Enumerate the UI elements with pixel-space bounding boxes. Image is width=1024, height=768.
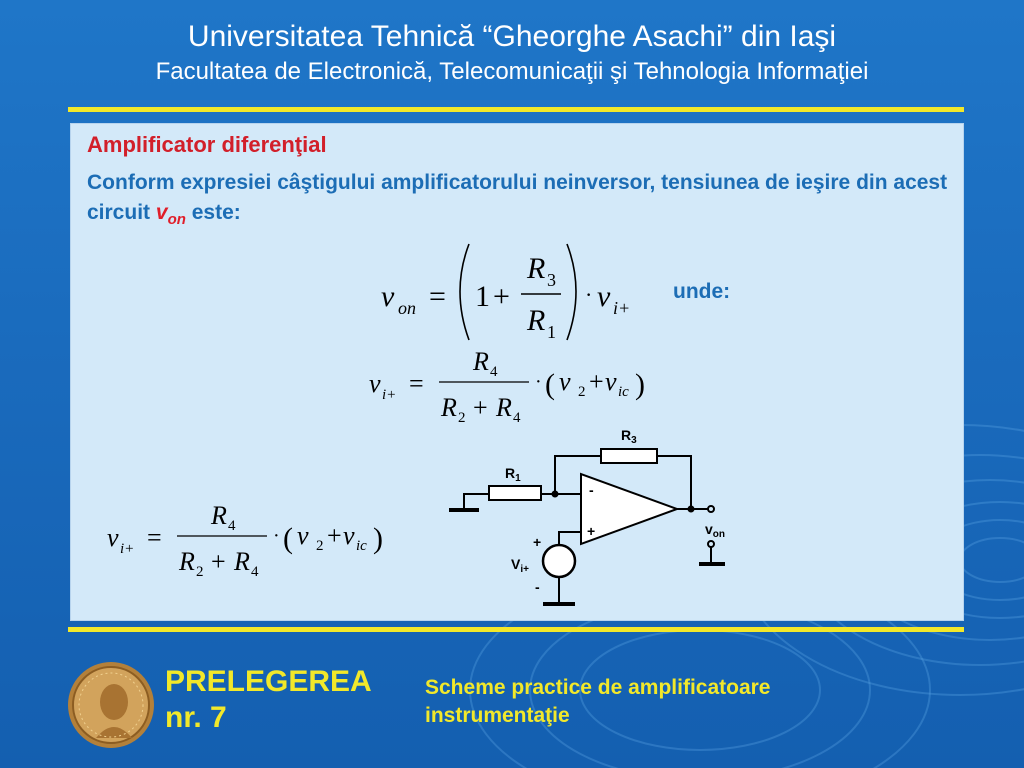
- svg-text:+: +: [211, 547, 226, 576]
- intro-text: Conform expresiei câştigului amplificatorului neinversor, tensiunea de ieşire din acest circuit: [87, 171, 948, 224]
- svg-text:2: 2: [196, 564, 204, 580]
- svg-text:v: v: [369, 369, 381, 398]
- input-voltage-formula-repeat: [99, 498, 409, 582]
- unde-label: unde:: [673, 280, 731, 303]
- f1-den: R: [527, 304, 546, 337]
- f1-one: 1: [475, 280, 490, 313]
- gain-formula: [371, 236, 661, 346]
- svg-text:i+: i+: [382, 387, 397, 403]
- svg-text:2: 2: [458, 410, 466, 426]
- r1-label: $R_1$: [505, 465, 521, 484]
- svg-text:=: =: [147, 523, 162, 552]
- bottom-divider: [68, 627, 964, 632]
- vin-label: $V_{i+}$: [511, 556, 529, 575]
- svg-text:(: (: [545, 368, 555, 401]
- svg-text:ic: ic: [618, 384, 629, 400]
- intro-end: este:: [191, 201, 241, 224]
- vout-label: $v_{on}$: [705, 521, 726, 540]
- differential-amplifier-circuit: [441, 414, 761, 624]
- intro-variable: $v_{on}$: [155, 201, 186, 229]
- opamp-plus: +: [587, 523, 596, 539]
- top-divider: [68, 107, 964, 112]
- svg-text:4: 4: [251, 564, 259, 580]
- f1-plus: +: [493, 280, 510, 313]
- svg-text:v: v: [605, 367, 617, 396]
- source-plus: +: [533, 534, 542, 550]
- content-panel: [70, 123, 964, 621]
- svg-text:4: 4: [513, 410, 521, 426]
- svg-text:·: ·: [535, 371, 542, 393]
- f1-rhs-sub: i+: [613, 298, 631, 318]
- f1-lhs-sub: on: [398, 298, 416, 318]
- f1-dot: ·: [585, 282, 593, 307]
- svg-text:4: 4: [490, 364, 498, 380]
- lecture-number: PRELEGEREA nr. 7: [165, 665, 372, 734]
- lecture-subtitle: Scheme practice de amplificatoare instrumentaţie: [425, 676, 771, 727]
- faculty-name: Facultatea de Electronică, Telecomunicaţii şi Tehnologia Informaţiei: [155, 58, 869, 85]
- svg-text:·: ·: [273, 525, 280, 547]
- university-medal-logo: [66, 660, 156, 750]
- opamp-minus: -: [589, 482, 594, 498]
- svg-text:R: R: [496, 393, 512, 422]
- svg-text:v: v: [297, 521, 309, 550]
- source-minus: -: [535, 579, 540, 595]
- svg-text:2: 2: [316, 538, 324, 554]
- svg-text:2: 2: [578, 384, 586, 400]
- svg-text:(: (: [283, 522, 293, 555]
- r3-label: $R_3$: [621, 427, 637, 446]
- f1-num-sub: 3: [547, 270, 556, 290]
- university-name: Universitatea Tehnică “Gheorghe Asachi” din Iaşi: [187, 20, 837, 53]
- svg-text:v: v: [343, 521, 355, 550]
- svg-text:R: R: [179, 547, 195, 576]
- svg-text:R: R: [473, 347, 489, 376]
- slide-title: Amplificator diferenţial: [87, 132, 327, 157]
- svg-text:+: +: [327, 521, 342, 550]
- svg-text:+: +: [589, 367, 604, 396]
- svg-text:R: R: [211, 501, 227, 530]
- f1-eq: =: [429, 280, 446, 313]
- svg-text:): ): [635, 368, 645, 401]
- f1-rhs: v: [597, 280, 611, 313]
- intro-paragraph: [87, 168, 953, 235]
- svg-text:v: v: [107, 523, 119, 552]
- svg-text:v: v: [559, 367, 571, 396]
- svg-text:): ): [373, 522, 383, 555]
- svg-text:+: +: [473, 393, 488, 422]
- f1-lhs: v: [381, 280, 395, 313]
- svg-text:ic: ic: [356, 538, 367, 554]
- f1-den-sub: 1: [547, 322, 556, 342]
- svg-text:i+: i+: [120, 541, 135, 557]
- svg-text:R: R: [441, 393, 457, 422]
- svg-text:R: R: [234, 547, 250, 576]
- svg-text:=: =: [409, 369, 424, 398]
- f1-num: R: [527, 252, 546, 285]
- svg-text:4: 4: [228, 518, 236, 534]
